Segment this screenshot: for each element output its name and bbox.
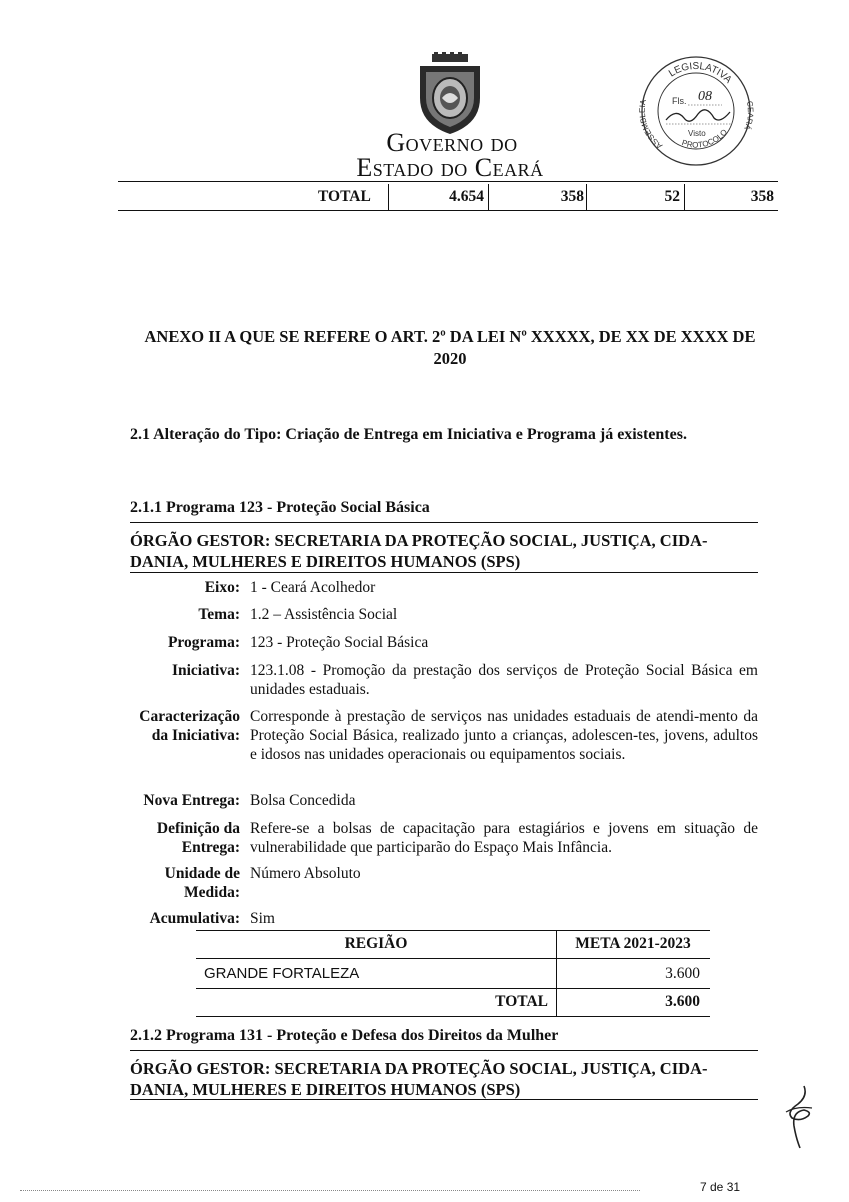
field-label-line2: Medida: <box>184 884 240 901</box>
meta-table-rule-row <box>196 988 710 989</box>
meta-table-rule-header <box>196 958 710 959</box>
field-label-line1: Definição da <box>156 820 240 837</box>
field-value: Sim <box>250 910 275 927</box>
totals-separator <box>684 184 685 210</box>
stamp-fls-label: Fls. <box>672 96 687 106</box>
meta-table-column-divider <box>556 930 557 1016</box>
orgao-gestor-line1: ÓRGÃO GESTOR: SECRETARIA DA PROTEÇÃO SOCIAL, JUSTIÇA, CIDA- <box>130 531 708 550</box>
field-value: 123.1.08 - Promoção da prestação dos serviços de Proteção Social Básica em unidades estaduais. <box>250 662 758 698</box>
field-label: Iniciativa: <box>171 662 240 679</box>
totals-value-2: 358 <box>560 188 584 205</box>
orgao-gestor-2-line1: ÓRGÃO GESTOR: SECRETARIA DA PROTEÇÃO SOCIAL, JUSTIÇA, CIDA- <box>130 1059 708 1078</box>
section-2-1-1-heading: 2.1.1 Programa 123 - Proteção Social Básica <box>130 499 430 516</box>
field-label: Eixo: <box>204 579 240 596</box>
totals-row <box>118 184 778 210</box>
stamp-left-text: ASSEMBLEIA <box>637 98 665 151</box>
field-label <box>0 864 240 902</box>
state-coat-of-arms-icon <box>412 52 488 136</box>
field-label: Tema: <box>198 606 240 623</box>
field-label <box>0 707 240 745</box>
section-2-1-2-heading: 2.1.2 Programa 131 - Proteção e Defesa dos Direitos da Mulher <box>130 1027 559 1044</box>
section-2-1-heading: 2.1 Alteração do Tipo: Criação de Entrega em Iniciativa e Programa já existentes. <box>130 426 687 443</box>
handwritten-initial <box>778 1082 818 1152</box>
meta-table-row-meta: 3.600 <box>665 965 700 982</box>
field-value: 1.2 – Assistência Social <box>250 606 398 623</box>
page-number: 7 de 31 <box>700 1180 741 1194</box>
field-label: Acumulativa: <box>149 910 240 927</box>
field-value: Bolsa Concedida <box>250 792 356 809</box>
totals-label: TOTAL <box>318 188 371 205</box>
totals-value-4: 358 <box>750 188 774 205</box>
orgao-gestor-2-block <box>130 1058 758 1100</box>
scan-artifact-line <box>20 1190 640 1191</box>
svg-text:CEARÁ <box>742 100 755 131</box>
field-label-line1: Caracterização <box>139 708 240 725</box>
meta-table-row-regiao: GRANDE FORTALEZA <box>204 965 360 982</box>
stamp-fls-value: 08 <box>698 89 712 104</box>
field-value: 123 - Proteção Social Básica <box>250 634 429 651</box>
meta-table-header-meta: META 2021-2023 <box>575 935 691 952</box>
meta-table-total-value: 3.600 <box>665 993 700 1010</box>
field-label: Programa: <box>167 634 240 651</box>
annex-title-line1: ANEXO II A QUE SE REFERE O ART. 2º DA LEI Nº XXXXX, DE XX DE XXXX DE <box>144 327 756 346</box>
orgao-gestor-block <box>130 530 758 572</box>
field-label <box>0 819 240 857</box>
annex-title <box>130 326 770 370</box>
stamp-right-text: CEARÁ <box>742 100 755 132</box>
stamp-bottom-text: PROTOCOLO <box>680 127 730 150</box>
meta-table-header-regiao: REGIÃO <box>344 935 408 952</box>
stamp-top-text: LEGISLATIVA <box>667 60 734 86</box>
field-value: Número Absoluto <box>250 865 361 882</box>
orgao-gestor-2-line2: DANIA, MULHERES E DIREITOS HUMANOS (SPS) <box>130 1080 521 1099</box>
totals-value-3: 52 <box>664 188 680 205</box>
totals-separator <box>586 184 587 210</box>
meta-table-total-label: TOTAL <box>495 993 548 1010</box>
field-label: Nova Entrega: <box>143 792 240 809</box>
orgao-2-rule-top <box>130 1050 758 1051</box>
field-label-line1: Unidade de <box>164 865 240 882</box>
government-title-line1: Governo do <box>386 128 518 157</box>
orgao-2-rule-bottom <box>130 1099 758 1100</box>
field-label-line2: Entrega: <box>181 839 240 856</box>
assembly-protocol-stamp <box>636 52 756 170</box>
header-rule-bottom <box>118 210 778 211</box>
orgao-rule-top <box>130 522 758 523</box>
field-value: Refere-se a bolsas de capacitação para estagiários e jovens em situação de vulnerabilidade que participarão do Espaço Mais Infância. <box>250 820 758 856</box>
totals-separator <box>388 184 389 210</box>
meta-table-rule-top <box>196 930 710 931</box>
meta-table-rule-bottom <box>196 1016 710 1017</box>
orgao-gestor-line2: DANIA, MULHERES E DIREITOS HUMANOS (SPS) <box>130 552 521 571</box>
orgao-rule-bottom <box>130 572 758 573</box>
totals-value-1: 4.654 <box>449 188 484 205</box>
government-title-line2: Estado do Ceará <box>356 153 544 182</box>
totals-separator <box>488 184 489 210</box>
field-value: 1 - Ceará Acolhedor <box>250 579 376 596</box>
field-label-line2: da Iniciativa: <box>151 727 240 744</box>
field-value: Corresponde à prestação de serviços nas unidades estaduais de atendi-mento da Proteção Social Básica, realizado junto a crianças, adolescen-tes, jovens, adultos e idosos nas unidades operacionais ou equipamentos sociais. <box>250 708 758 763</box>
stamp-visto-label: Visto <box>688 129 706 138</box>
header-rule-top <box>118 181 778 182</box>
annex-title-line2: 2020 <box>433 349 467 368</box>
